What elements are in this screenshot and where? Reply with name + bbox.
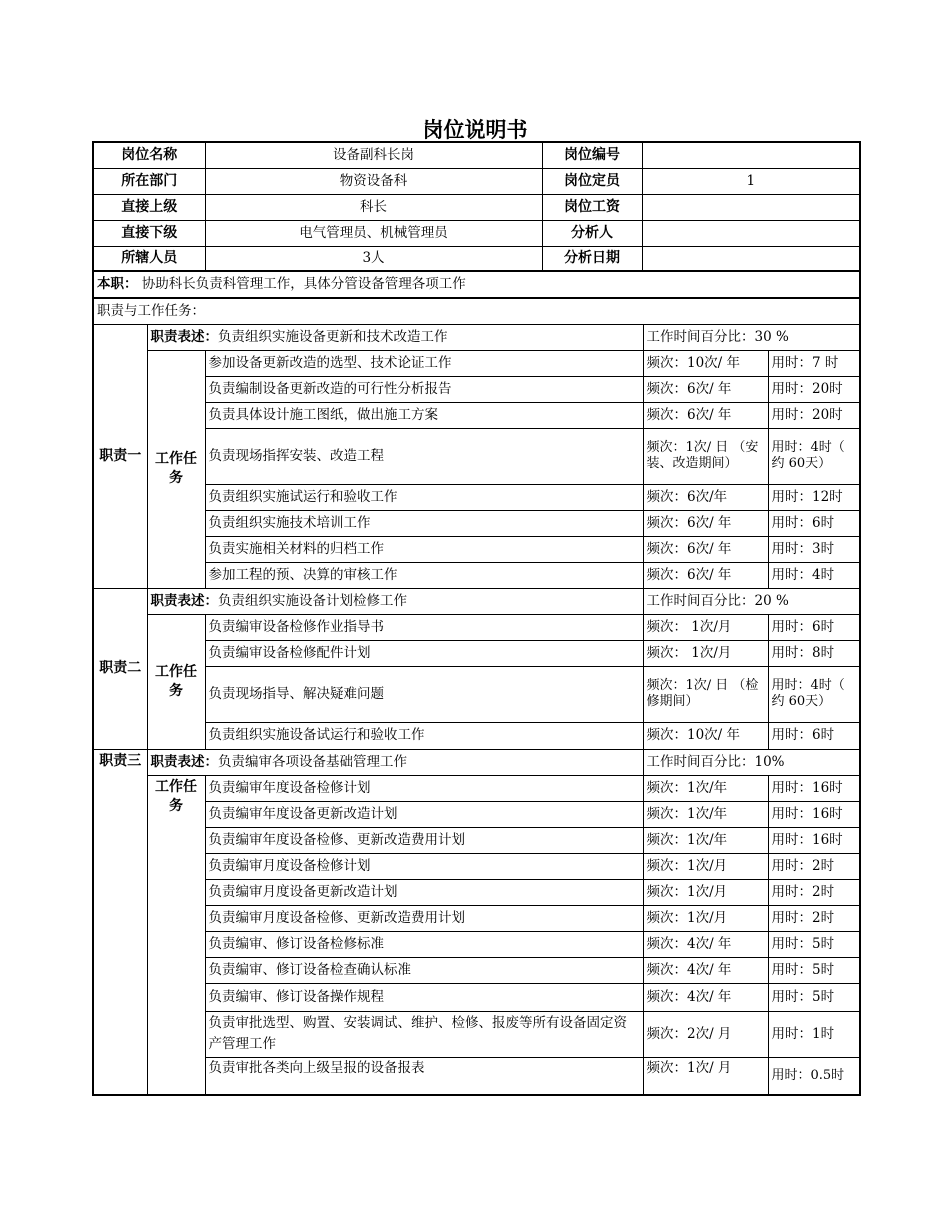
info-row (93, 142, 860, 168)
task-row (93, 510, 860, 536)
info-row (93, 194, 860, 220)
task-label: 工作任务 (147, 614, 205, 749)
task-row (93, 536, 860, 562)
task-frequency: 频次：6次/年 (643, 484, 768, 510)
page-title: 岗位说明书 (422, 118, 528, 142)
task-frequency: 频次：6次/ 年 (643, 562, 768, 588)
label-direct-superior: 直接上级 (93, 194, 205, 220)
task-time: 用时：20时 (768, 402, 860, 428)
task-text: 参加工程的预、决算的审核工作 (205, 562, 643, 588)
task-frequency: 频次：6次/ 年 (643, 536, 768, 562)
label-analyst: 分析人 (542, 220, 642, 246)
task-row (93, 614, 860, 640)
task-time: 用时：3时 (768, 536, 860, 562)
label-headcount: 岗位定员 (542, 168, 642, 194)
task-text: 负责编审月度设备检修计划 (205, 853, 643, 879)
task-time: 用时：2时 (768, 853, 860, 879)
task-time: 用时：8时 (768, 640, 860, 666)
task-text: 负责编审年度设备更新改造计划 (205, 801, 643, 827)
task-row (93, 1011, 860, 1057)
duty-3-label: 职责三 (93, 749, 147, 1095)
task-row (93, 640, 860, 666)
task-row (93, 983, 860, 1011)
benzhi-text: 协助科长负责科管理工作，具体分管设备管理各项工作 (141, 276, 466, 292)
task-text: 参加设备更新改造的选型、技术论证工作 (205, 350, 643, 376)
task-frequency: 频次：1次/ 日 （安装、改造期间） (643, 428, 768, 484)
label-analysis-date: 分析日期 (542, 246, 642, 271)
task-frequency: 频次：4次/ 年 (643, 983, 768, 1011)
task-frequency: 频次：1次/年 (643, 775, 768, 801)
value-position-name: 设备副科长岗 (205, 142, 542, 168)
duty-3-description: 负责编审各项设备基础管理工作 (218, 753, 407, 770)
task-row (93, 801, 860, 827)
task-frequency: 频次：2次/ 月 (643, 1011, 768, 1057)
duties-table (92, 270, 861, 1096)
task-time: 用时：16时 (768, 775, 860, 801)
task-row (93, 402, 860, 428)
value-direct-subordinate: 电气管理员、机械管理员 (205, 220, 542, 246)
duty-1-description-cell (147, 324, 643, 350)
task-frequency: 频次：1次/月 (643, 853, 768, 879)
duties-heading-row (93, 298, 860, 324)
task-frequency: 频次：4次/ 年 (643, 931, 768, 957)
value-position-salary (642, 194, 860, 220)
value-headcount: 1 (642, 168, 860, 194)
task-label: 工作任务 (147, 775, 205, 1095)
task-time: 用时：0.5时 (768, 1057, 860, 1095)
value-department: 物资设备科 (205, 168, 542, 194)
task-time: 用时：1时 (768, 1011, 860, 1057)
task-text: 负责具体设计施工图纸，做出施工方案 (205, 402, 643, 428)
task-row (93, 905, 860, 931)
task-text: 负责实施相关材料的归档工作 (205, 536, 643, 562)
task-label: 工作任务 (147, 350, 205, 588)
duty-3-description-cell (147, 749, 643, 775)
task-frequency: 频次：1次/年 (643, 801, 768, 827)
duty-description-row (93, 749, 860, 775)
label-position-code: 岗位编号 (542, 142, 642, 168)
duty-2-percent: 工作时间百分比：20 % (643, 588, 860, 614)
task-time: 用时：4时（ 约 60天） (768, 428, 860, 484)
task-frequency: 频次： 1次/月 (643, 614, 768, 640)
benzhi-row (93, 271, 860, 298)
task-text: 负责现场指导、解决疑难问题 (205, 666, 643, 722)
task-frequency: 频次： 1次/月 (643, 640, 768, 666)
duty-1-label: 职责一 (93, 324, 147, 588)
task-row (93, 853, 860, 879)
duty-desc-label: 职责表述： (150, 328, 218, 345)
task-row (93, 428, 860, 484)
duty-desc-label: 职责表述： (150, 592, 218, 609)
duty-3-percent: 工作时间百分比：10% (643, 749, 860, 775)
task-row (93, 1057, 860, 1095)
task-time: 用时：5时 (768, 931, 860, 957)
task-time: 用时：4时 (768, 562, 860, 588)
task-row (93, 350, 860, 376)
task-time: 用时：2时 (768, 879, 860, 905)
task-row (93, 666, 860, 722)
task-text: 负责编审设备检修配件计划 (205, 640, 643, 666)
task-time: 用时：7 时 (768, 350, 860, 376)
task-frequency: 频次：1次/月 (643, 905, 768, 931)
duty-2-label: 职责二 (93, 588, 147, 749)
task-text: 负责编审、修订设备检查确认标准 (205, 957, 643, 983)
value-analysis-date (642, 246, 860, 271)
task-frequency: 频次：1次/ 月 (643, 1057, 768, 1095)
task-text: 负责审批各类向上级呈报的设备报表 (205, 1057, 643, 1095)
task-time: 用时：5时 (768, 983, 860, 1011)
task-time: 用时：12时 (768, 484, 860, 510)
label-position-salary: 岗位工资 (542, 194, 642, 220)
task-row (93, 827, 860, 853)
duty-desc-label: 职责表述： (150, 753, 218, 770)
duty-1-description: 负责组织实施设备更新和技术改造工作 (218, 328, 448, 345)
task-frequency: 频次：10次/ 年 (643, 722, 768, 749)
task-time: 用时：6时 (768, 722, 860, 749)
value-position-code (642, 142, 860, 168)
benzhi-label: 本职： (97, 276, 138, 292)
task-time: 用时：16时 (768, 801, 860, 827)
label-staff-managed: 所辖人员 (93, 246, 205, 271)
task-row (93, 957, 860, 983)
task-text: 负责编审月度设备更新改造计划 (205, 879, 643, 905)
task-text: 负责编审月度设备检修、更新改造费用计划 (205, 905, 643, 931)
task-row (93, 775, 860, 801)
task-row (93, 879, 860, 905)
task-time: 用时：16时 (768, 827, 860, 853)
task-time: 用时：5时 (768, 957, 860, 983)
position-info-table (92, 141, 861, 272)
task-text: 负责现场指挥安装、改造工程 (205, 428, 643, 484)
benzhi-cell (93, 271, 860, 298)
value-direct-superior: 科长 (205, 194, 542, 220)
duty-2-description-cell (147, 588, 643, 614)
task-row (93, 562, 860, 588)
value-staff-managed: 3人 (205, 246, 542, 271)
duty-1-percent: 工作时间百分比：30 % (643, 324, 860, 350)
task-frequency: 频次：10次/ 年 (643, 350, 768, 376)
task-frequency: 频次：6次/ 年 (643, 402, 768, 428)
label-department: 所在部门 (93, 168, 205, 194)
task-frequency: 频次：4次/ 年 (643, 957, 768, 983)
info-row (93, 220, 860, 246)
duties-heading: 职责与工作任务： (93, 298, 860, 324)
info-row (93, 246, 860, 271)
task-frequency: 频次：1次/年 (643, 827, 768, 853)
task-text: 负责组织实施技术培训工作 (205, 510, 643, 536)
task-frequency: 频次：1次/ 日 （检修期间） (643, 666, 768, 722)
task-text: 负责编审、修订设备检修标准 (205, 931, 643, 957)
task-row (93, 484, 860, 510)
task-text: 负责组织实施设备试运行和验收工作 (205, 722, 643, 749)
task-row (93, 722, 860, 749)
task-text: 负责审批选型、购置、安装调试、维护、检修、报废等所有设备固定资产管理工作 (205, 1011, 643, 1057)
task-time: 用时：6时 (768, 510, 860, 536)
task-frequency: 频次：6次/ 年 (643, 510, 768, 536)
task-frequency: 频次：6次/ 年 (643, 376, 768, 402)
duty-2-description: 负责组织实施设备计划检修工作 (218, 592, 407, 609)
task-text: 负责组织实施试运行和验收工作 (205, 484, 643, 510)
task-text: 负责编审设备检修作业指导书 (205, 614, 643, 640)
task-time: 用时：2时 (768, 905, 860, 931)
task-time: 用时：6时 (768, 614, 860, 640)
label-direct-subordinate: 直接下级 (93, 220, 205, 246)
label-position-name: 岗位名称 (93, 142, 205, 168)
duty-description-row (93, 588, 860, 614)
task-row (93, 931, 860, 957)
info-row (93, 168, 860, 194)
task-time: 用时：4时（ 约 60天） (768, 666, 860, 722)
task-text: 负责编审年度设备检修计划 (205, 775, 643, 801)
task-text: 负责编审年度设备检修、更新改造费用计划 (205, 827, 643, 853)
duty-description-row (93, 324, 860, 350)
task-text: 负责编审、修订设备操作规程 (205, 983, 643, 1011)
value-analyst (642, 220, 860, 246)
task-row (93, 376, 860, 402)
task-text: 负责编制设备更新改造的可行性分析报告 (205, 376, 643, 402)
task-frequency: 频次：1次/月 (643, 879, 768, 905)
task-time: 用时：20时 (768, 376, 860, 402)
